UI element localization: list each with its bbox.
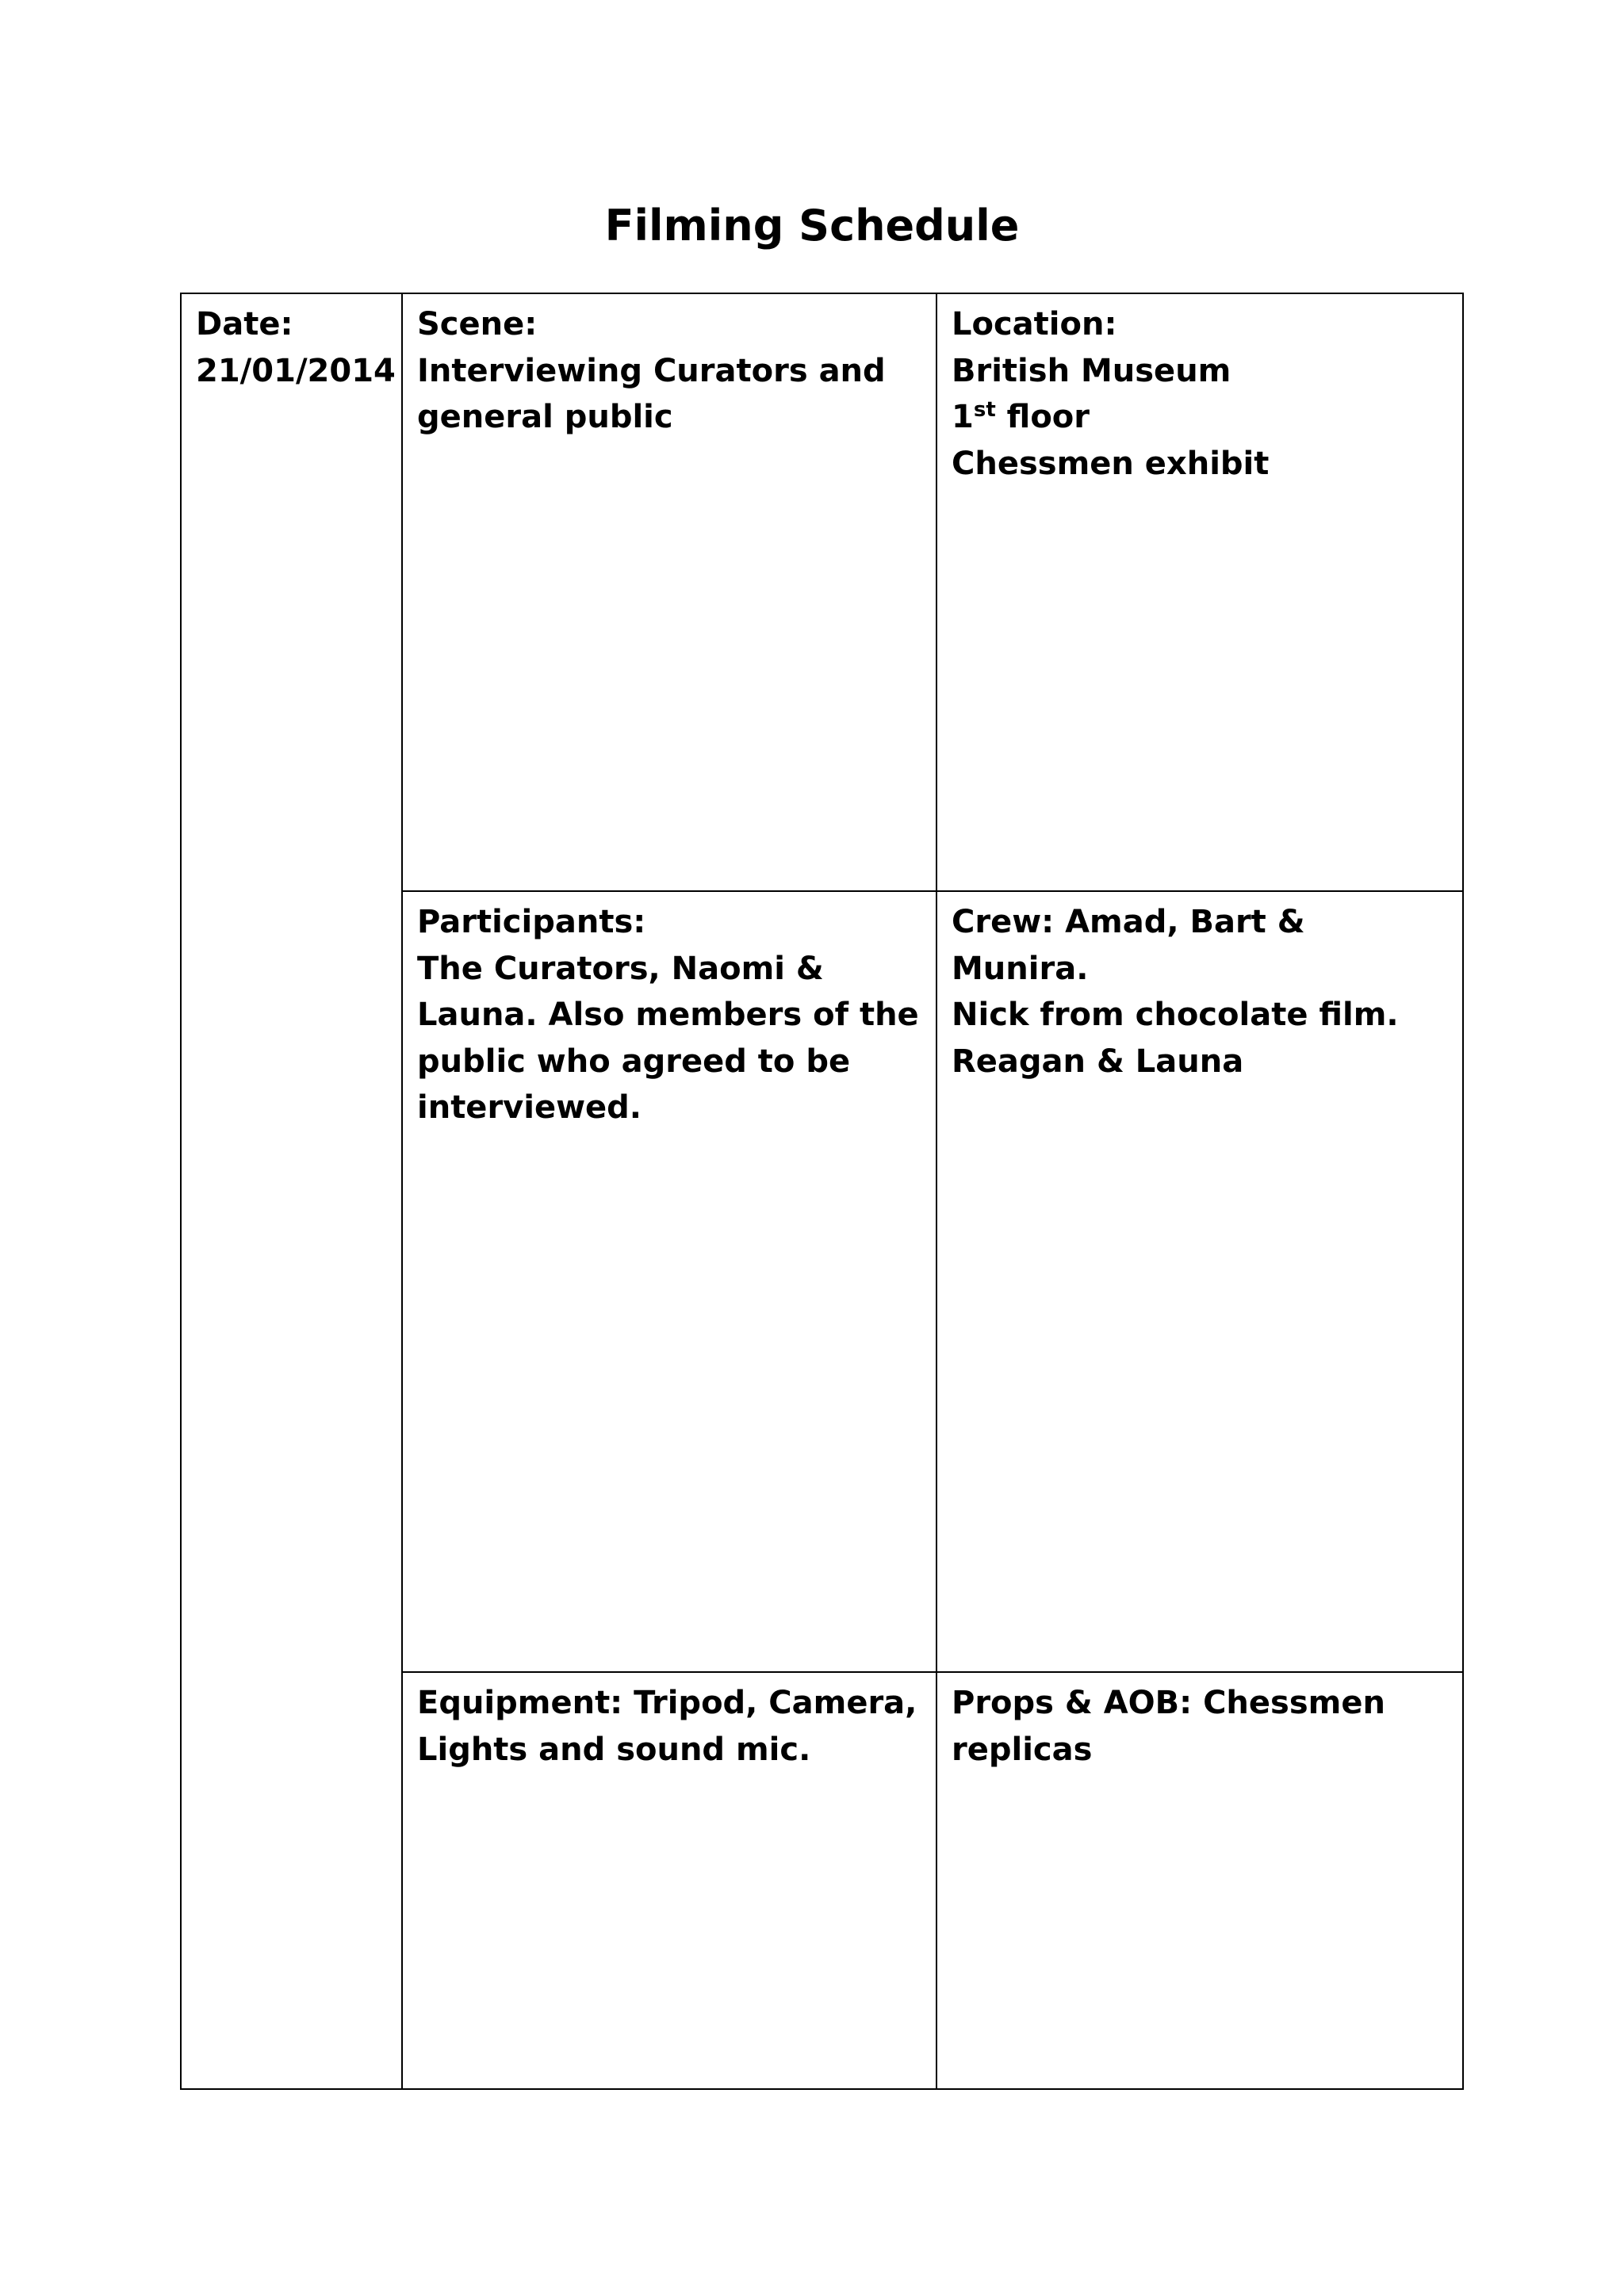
scene-value: Interviewing Curators and general public bbox=[417, 352, 897, 435]
participants-cell bbox=[402, 891, 936, 1672]
date-label: Date: bbox=[196, 306, 293, 342]
date-cell bbox=[181, 293, 402, 2089]
location-label: Location: bbox=[952, 306, 1117, 342]
crew-line-2: Nick from chocolate film. bbox=[952, 997, 1399, 1033]
page-title: Filming Schedule bbox=[604, 201, 1020, 251]
props-cell bbox=[936, 1672, 1463, 2089]
floor-suffix: st bbox=[973, 398, 996, 422]
crew-line-1: Crew: Amad, Bart & Munira. bbox=[952, 904, 1316, 987]
location-floor bbox=[952, 394, 1450, 441]
crew-cell bbox=[936, 891, 1463, 1672]
date-value: 21/01/2014 bbox=[196, 352, 396, 389]
table-row bbox=[181, 293, 1463, 891]
filming-schedule-table bbox=[180, 293, 1464, 2090]
scene-label: Scene: bbox=[417, 306, 538, 342]
props-value: Props & AOB: Chessmen replicas bbox=[952, 1685, 1396, 1768]
floor-word: floor bbox=[995, 399, 1090, 435]
location-venue: British Museum bbox=[952, 352, 1231, 389]
equipment-value: Equipment: Tripod, Camera, Lights and sound mic. bbox=[417, 1685, 929, 1768]
location-exhibit: Chessmen exhibit bbox=[952, 445, 1270, 482]
floor-number: 1 bbox=[952, 399, 974, 435]
crew-line-3: Reagan & Launa bbox=[952, 1043, 1244, 1080]
participants-value: The Curators, Naomi & Launa. Also members of the public who agreed to be interviewed. bbox=[417, 950, 930, 1126]
scene-cell bbox=[402, 293, 936, 891]
equipment-cell bbox=[402, 1672, 936, 2089]
participants-label: Participants: bbox=[417, 904, 646, 940]
location-cell bbox=[936, 293, 1463, 891]
